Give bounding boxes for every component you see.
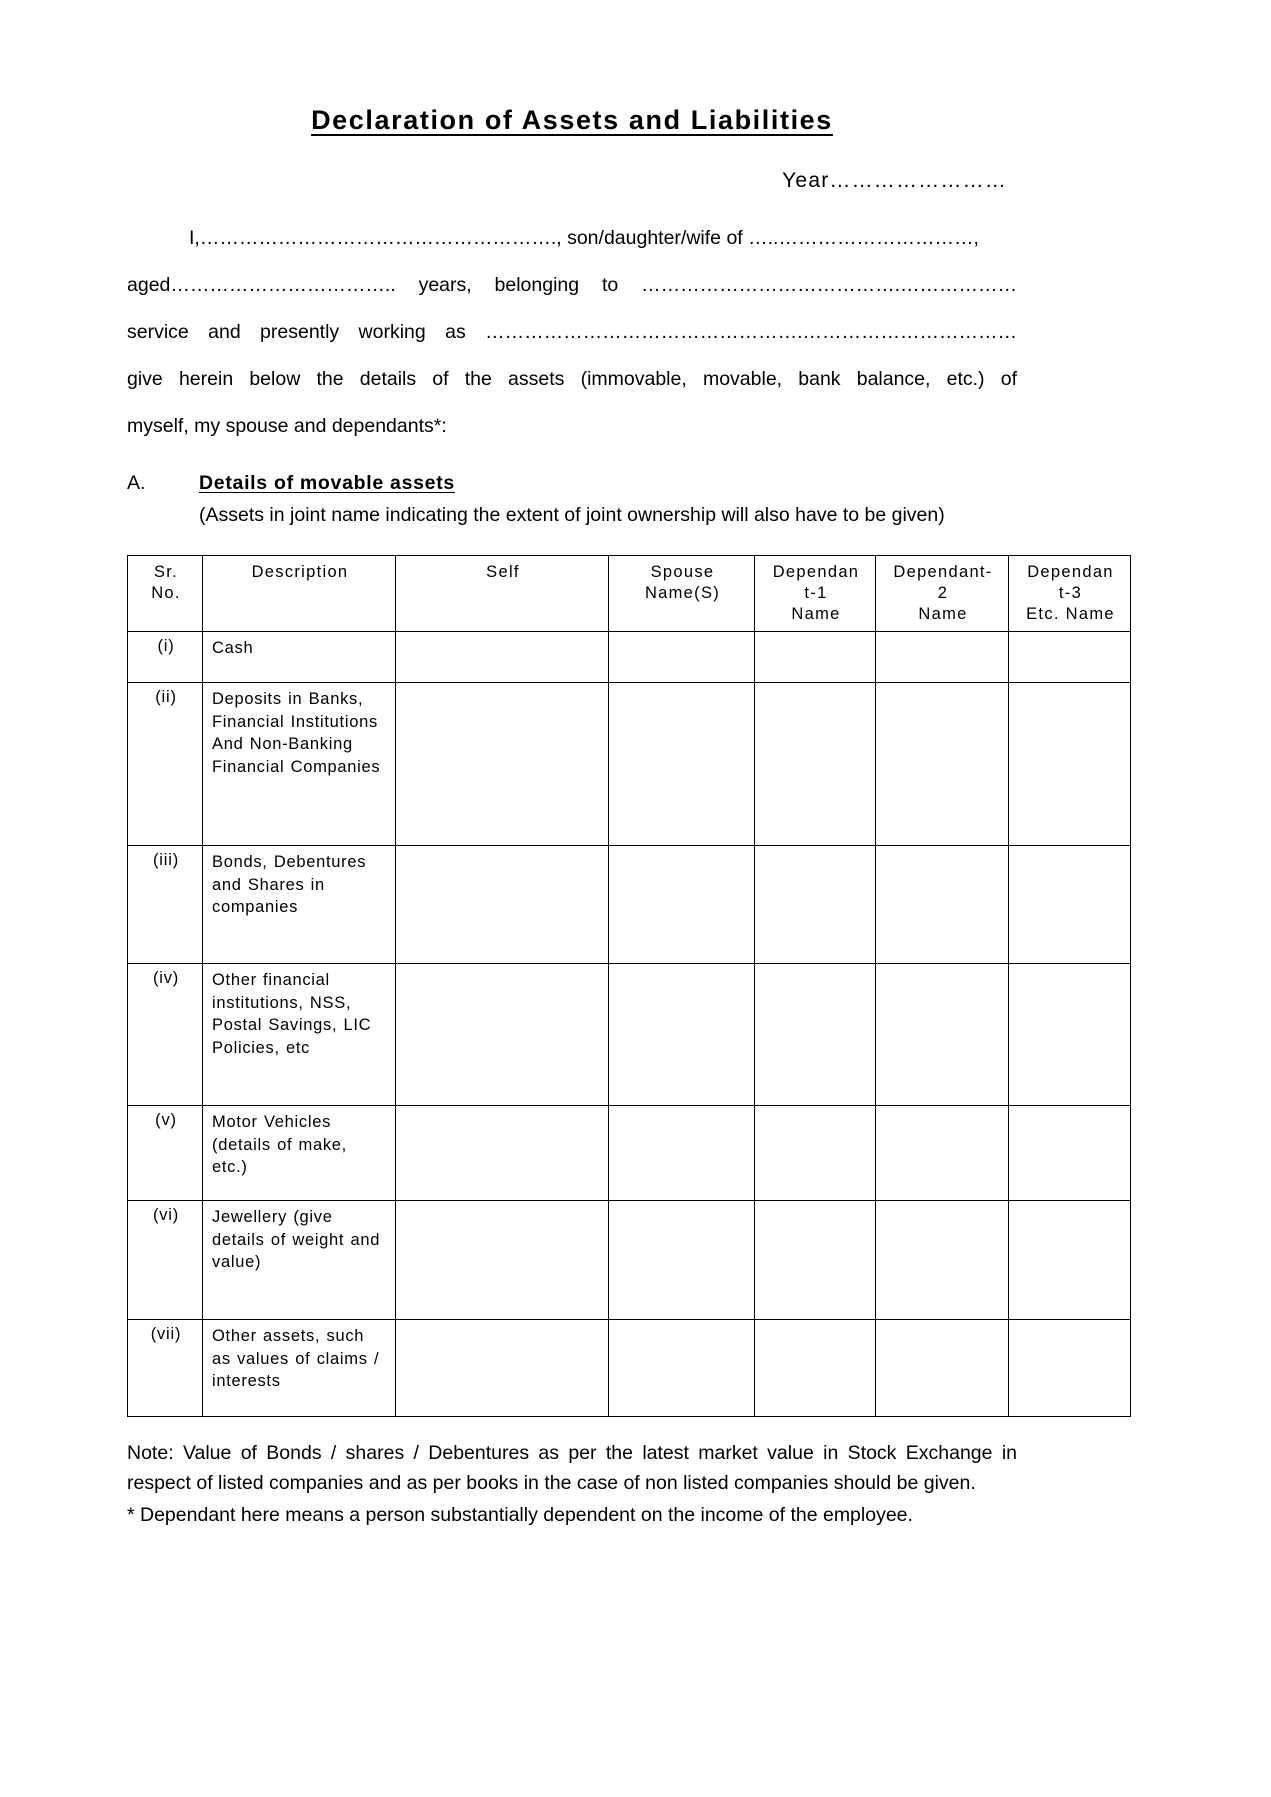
row-spouse-value[interactable] [609, 632, 755, 683]
spouse-line-1: Spouse [650, 563, 715, 581]
declaration-paragraph [127, 215, 1017, 450]
row-description: Deposits in Banks, Financial Institutions And Non-Banking Financial Companies [203, 683, 396, 846]
row-description: Other assets, such as values of claims / interests [203, 1320, 396, 1417]
row-dependant-1-value[interactable] [755, 683, 876, 846]
table-head [128, 556, 1131, 632]
row-dependant-3-value[interactable] [1009, 1106, 1131, 1201]
note-dependant-definition: * Dependant here means a person substantially dependent on the income of the employee. [127, 1504, 913, 1526]
row-self-value[interactable] [396, 1320, 609, 1417]
row-spouse-value[interactable] [609, 964, 755, 1106]
row-dependant-3-value[interactable] [1009, 632, 1131, 683]
declaration-line-3: service and presently working as ………………………………………….…………………………… [127, 321, 1017, 343]
row-dependant-1-value[interactable] [755, 964, 876, 1106]
row-sr-no: (iv) [128, 964, 203, 1106]
dependant-3-line-1: Dependan [1027, 563, 1114, 581]
row-spouse-value[interactable] [609, 1320, 755, 1417]
row-dependant-1-value[interactable] [755, 1106, 876, 1201]
row-self-value[interactable] [396, 964, 609, 1106]
row-self-value[interactable] [396, 1201, 609, 1320]
row-sr-no: (ii) [128, 683, 203, 846]
dependant-1-line-3: Name [791, 605, 841, 623]
table-header-row [128, 556, 1131, 632]
row-sr-no: (iii) [128, 846, 203, 964]
row-dependant-2-value[interactable] [876, 964, 1009, 1106]
column-header-dependant-3 [1009, 556, 1131, 632]
section-a-title-row [127, 470, 1017, 497]
dependant-3-line-3: Etc. Name [1026, 605, 1115, 623]
column-header-spouse [609, 556, 755, 632]
table-row [128, 632, 1131, 683]
row-dependant-2-value[interactable] [876, 632, 1009, 683]
page-title: Declaration of Assets and Liabilities [311, 105, 833, 135]
row-description: Motor Vehicles (details of make, etc.) [203, 1106, 396, 1201]
table-row [128, 1320, 1131, 1417]
sr-no-line-2: No. [151, 584, 181, 602]
declaration-line-1-text: I,………………………………………………., son/daughter/wife of …..…………………………, [189, 227, 979, 249]
row-dependant-3-value[interactable] [1009, 964, 1131, 1106]
row-dependant-3-value[interactable] [1009, 683, 1131, 846]
row-dependant-3-value[interactable] [1009, 846, 1131, 964]
row-dependant-2-value[interactable] [876, 846, 1009, 964]
section-a [127, 470, 1017, 528]
row-sr-no: (i) [128, 632, 203, 683]
sr-no-line-1: Sr. [153, 563, 179, 581]
row-dependant-2-value[interactable] [876, 683, 1009, 846]
row-dependant-2-value[interactable] [876, 1106, 1009, 1201]
table-row [128, 964, 1131, 1106]
row-self-value[interactable] [396, 632, 609, 683]
row-description: Jewellery (give details of weight and value) [203, 1201, 396, 1320]
movable-assets-table [127, 555, 1131, 1417]
row-sr-no: (v) [128, 1106, 203, 1201]
notes-section [127, 1438, 1017, 1530]
row-dependant-3-value[interactable] [1009, 1320, 1131, 1417]
section-a-subtitle [127, 502, 1017, 528]
row-description: Bonds, Debentures and Shares in companies [203, 846, 396, 964]
row-dependant-3-value[interactable] [1009, 1201, 1131, 1320]
row-dependant-1-value[interactable] [755, 1320, 876, 1417]
row-dependant-2-value[interactable] [876, 1320, 1009, 1417]
dependant-2-line-3: Name [918, 605, 968, 623]
column-header-dependant-2 [876, 556, 1009, 632]
column-header-self: Self [396, 556, 609, 632]
table-row [128, 1106, 1131, 1201]
note-bonds-valuation: Note: Value of Bonds / shares / Debentures as per the latest market value in Stock Exchange in respect of listed companies and as per books in the case of non listed companies should be given. [127, 1442, 1017, 1494]
dependant-1-line-2: t-1 [804, 584, 828, 602]
row-dependant-1-value[interactable] [755, 1201, 876, 1320]
section-a-letter: A. [127, 472, 146, 494]
row-self-value[interactable] [396, 683, 609, 846]
row-dependant-2-value[interactable] [876, 1201, 1009, 1320]
document-content [127, 0, 1115, 1530]
row-dependant-1-value[interactable] [755, 846, 876, 964]
declaration-line-2: aged…………………………….. years, belonging to ………………………………….……………… [127, 274, 1017, 296]
column-header-sr-no [128, 556, 203, 632]
row-spouse-value[interactable] [609, 846, 755, 964]
row-description: Other financial institutions, NSS, Postal Savings, LIC Policies, etc [203, 964, 396, 1106]
row-sr-no: (vii) [128, 1320, 203, 1417]
section-a-heading: Details of movable assets [199, 472, 455, 494]
declaration-line-4: give herein below the details of the assets (immovable, movable, bank balance, etc.) of [127, 368, 1017, 390]
row-spouse-value[interactable] [609, 1201, 755, 1320]
dependant-2-line-2: 2 [937, 584, 949, 602]
section-a-subtitle-text: (Assets in joint name indicating the extent of joint ownership will also have to be given) [199, 504, 945, 526]
declaration-line-5: myself, my spouse and dependants*: [127, 415, 447, 437]
table-row [128, 846, 1131, 964]
row-spouse-value[interactable] [609, 683, 755, 846]
column-header-description: Description [203, 556, 396, 632]
column-header-dependant-1 [755, 556, 876, 632]
declaration-line-1 [127, 215, 1017, 262]
spouse-line-2: Name(S) [644, 584, 721, 602]
row-sr-no: (vi) [128, 1201, 203, 1320]
row-dependant-1-value[interactable] [755, 632, 876, 683]
table-body [128, 632, 1131, 1417]
dependant-3-line-2: t-3 [1058, 584, 1083, 602]
dependant-2-line-1: Dependant- [893, 563, 993, 581]
row-self-value[interactable] [396, 1106, 609, 1201]
row-self-value[interactable] [396, 846, 609, 964]
row-description: Cash [203, 632, 396, 683]
table-row [128, 1201, 1131, 1320]
table-row [128, 683, 1131, 846]
row-spouse-value[interactable] [609, 1106, 755, 1201]
dependant-1-line-1: Dependan [772, 563, 860, 581]
year-field-line: Year…………………… [782, 169, 1007, 192]
